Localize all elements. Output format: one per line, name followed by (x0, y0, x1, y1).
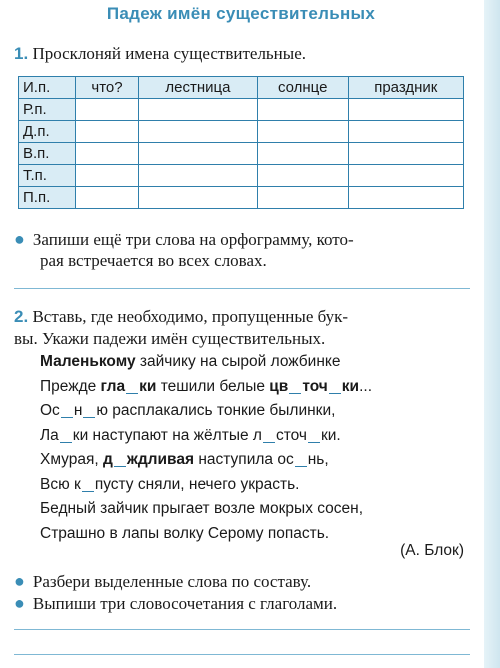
table-cell[interactable] (76, 187, 139, 209)
poem-text: ки наступают на жёлтые л (72, 426, 262, 444)
letter-blank[interactable] (60, 426, 72, 443)
highlighted-word: ки (139, 377, 157, 395)
poem-line-8: Страшно в лапы волку Серому попасть. (40, 524, 330, 542)
table-cell[interactable] (348, 99, 463, 121)
highlighted-word: Маленькому (40, 353, 136, 370)
task1-number: 1. (14, 44, 29, 63)
table-cell[interactable] (257, 187, 348, 209)
header-word-lestnitsa: лестница (139, 77, 258, 99)
table-cell[interactable] (139, 143, 258, 165)
letter-blank[interactable] (329, 377, 341, 394)
poem-text: тешили белые (156, 377, 270, 395)
table-cell[interactable] (348, 121, 463, 143)
poem-text: пусту сняли, нечего украсть. (94, 475, 300, 493)
highlighted-word: точ (302, 377, 328, 395)
table-cell[interactable] (76, 165, 139, 187)
answer-line[interactable] (14, 654, 470, 655)
letter-blank[interactable] (308, 426, 320, 443)
case-label: П.п. (19, 187, 76, 209)
highlighted-word: д (103, 451, 113, 468)
table-row (19, 187, 464, 209)
letter-blank[interactable] (295, 450, 307, 467)
case-label: Т.п. (19, 165, 76, 187)
case-label: Д.п. (19, 121, 76, 143)
case-label: В.п. (19, 143, 76, 165)
poem-text: ... (359, 377, 373, 395)
table-cell[interactable] (76, 143, 139, 165)
declension-table (18, 76, 464, 209)
header-case-label: И.п. (19, 77, 76, 99)
bullet-icon: ● (14, 593, 25, 613)
task1-heading (14, 44, 306, 64)
highlighted-word: ждливая (126, 451, 195, 468)
letter-blank[interactable] (126, 377, 138, 394)
poem-line-6 (40, 473, 470, 498)
table-cell[interactable] (139, 121, 258, 143)
table-cell[interactable] (348, 143, 463, 165)
table-cell[interactable] (76, 121, 139, 143)
task2-number: 2. (14, 307, 29, 326)
letter-blank[interactable] (61, 401, 73, 418)
task2-line1: Вставь, где необходимо, пропущенные бук- (32, 307, 349, 326)
table-row (19, 99, 464, 121)
poem-text: сточ (275, 426, 307, 444)
case-label: Р.п. (19, 99, 76, 121)
bullet-icon: ● (14, 571, 25, 591)
table-header-row (19, 77, 464, 99)
letter-blank[interactable] (289, 377, 301, 394)
table-cell[interactable] (139, 187, 258, 209)
poem-text: Хмурая, (40, 451, 103, 468)
poem-text: зайчику на сырой ложбинке (135, 353, 341, 370)
poem-author: (А. Блок) (400, 542, 464, 559)
table-cell[interactable] (257, 165, 348, 187)
task2-bullet-2 (14, 592, 470, 615)
poem-text: Прежде (40, 377, 101, 395)
task1-text: Просклоняй имена существительные. (32, 44, 306, 63)
table-cell[interactable] (139, 99, 258, 121)
table-cell[interactable] (348, 165, 463, 187)
header-question: что? (76, 77, 139, 99)
table-cell[interactable] (257, 143, 348, 165)
highlighted-word: гла (100, 377, 126, 395)
task1-bullet-cont: рая встречается во всех словах. (40, 251, 267, 270)
table-row (19, 121, 464, 143)
task2-bullet2-text: Выпиши три словосочетания с глаголами. (32, 594, 338, 613)
poem-line-3 (40, 399, 470, 424)
bullet-icon: ● (14, 229, 25, 249)
poem-text: Всю к (40, 475, 81, 493)
answer-line[interactable] (14, 288, 470, 289)
highlighted-word: цв (269, 377, 289, 395)
poem-text: Ос (40, 402, 60, 419)
page-edge-decoration (484, 0, 500, 668)
letter-blank[interactable] (114, 450, 126, 467)
poem-text: Ла (40, 426, 59, 444)
header-word-prazdnik: праздник (348, 77, 463, 99)
table-row (19, 143, 464, 165)
poem (40, 350, 470, 546)
table-cell[interactable] (257, 121, 348, 143)
task1-bullet-line1: Запиши ещё три слова на орфограмму, кото- (32, 230, 354, 249)
answer-line[interactable] (14, 629, 470, 630)
poem-line-2 (40, 375, 470, 400)
poem-text: ю расплакались тонкие былинки, (96, 402, 336, 419)
poem-line-4 (40, 424, 470, 449)
poem-line-5 (40, 448, 470, 473)
table-cell[interactable] (139, 165, 258, 187)
task2-line2: вы. Укажи падежи имён существительных. (14, 329, 326, 348)
poem-text: ки. (320, 426, 341, 444)
table-cell[interactable] (257, 99, 348, 121)
poem-line-7: Бедный зайчик прыгает возле мокрых сосен, (40, 500, 364, 517)
poem-line-1 (40, 350, 470, 375)
letter-blank[interactable] (83, 401, 95, 418)
poem-text: наступила ос (194, 451, 294, 468)
header-word-solntse: солнце (257, 77, 348, 99)
task1-bullet (14, 228, 470, 251)
highlighted-word: ки (341, 377, 360, 395)
letter-blank[interactable] (82, 475, 94, 492)
page-title: Падеж имён существительных (106, 4, 376, 23)
task2-bullet-1 (14, 570, 470, 593)
table-row (19, 165, 464, 187)
table-cell[interactable] (76, 99, 139, 121)
table-cell[interactable] (348, 187, 463, 209)
task2-heading (14, 306, 470, 328)
poem-text: н (73, 402, 83, 419)
letter-blank[interactable] (263, 426, 275, 443)
poem-text: нь, (307, 451, 329, 468)
task2-bullet1-text: Разбери выделенные слова по составу. (32, 572, 312, 591)
